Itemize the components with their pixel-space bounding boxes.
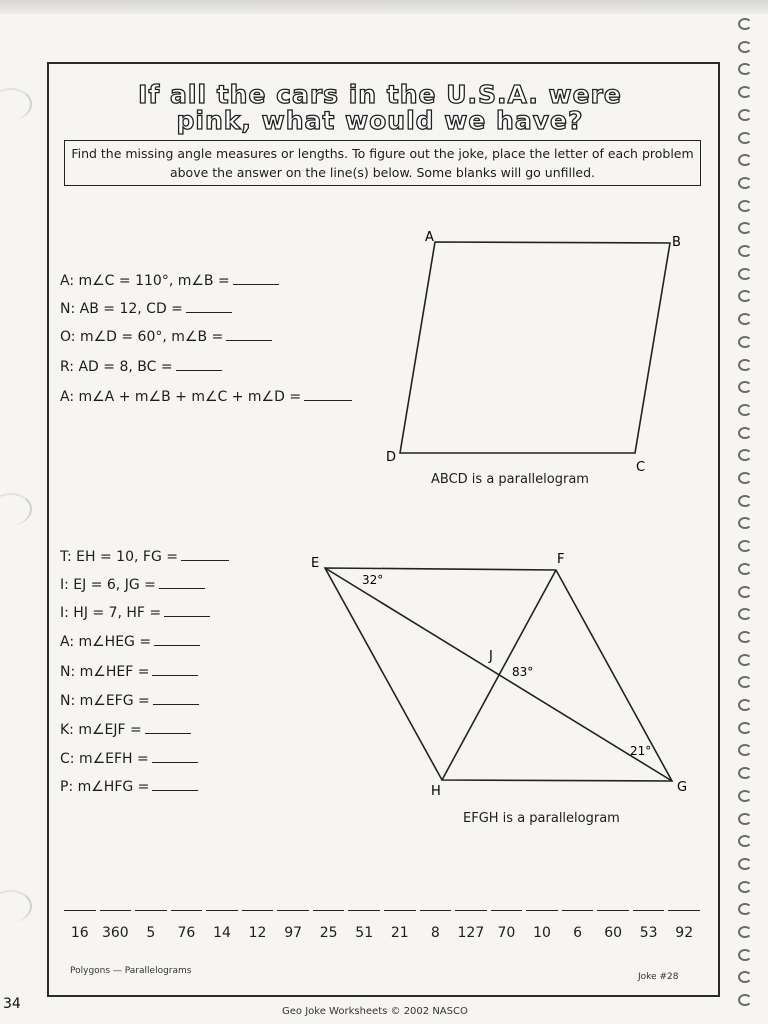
answer-blank[interactable] [226,326,272,341]
spiral-coil [738,813,752,825]
answer-number: 5 [146,925,156,941]
problem-text: A: m∠HEG = [60,634,152,650]
vertex-label-d: D [386,450,397,465]
problem-a1 [60,270,279,289]
answer-line[interactable] [633,910,665,925]
angle-label-j: 83° [512,665,534,679]
punch-hole [0,88,32,120]
spiral-coil [738,472,752,484]
answer-blank[interactable] [164,602,210,617]
spiral-coil [738,744,752,756]
problem-n1 [60,298,232,317]
spiral-coil [738,858,752,870]
answer-blank[interactable] [181,546,229,561]
spiral-coil [738,359,752,371]
spiral-coil [738,245,752,257]
problem-text: C: m∠EFH = [60,751,149,767]
footer-topic: Polygons — Parallelograms [70,966,192,976]
spiral-coil [738,200,752,212]
answer-number: 127 [457,925,485,941]
problem-text: O: m∠D = 60°, m∠B = [60,329,224,345]
answer-slot[interactable] [597,910,629,941]
answer-number: 25 [319,925,338,941]
answer-number: 6 [573,925,582,941]
answer-blank[interactable] [159,574,205,589]
spiral-coil [738,177,752,189]
problem-text: N: m∠EFG = [60,693,150,709]
answer-blank[interactable] [152,776,198,791]
answer-line[interactable] [455,910,487,925]
diagonal-fh [442,570,556,780]
answer-line[interactable] [668,910,700,925]
answer-slot[interactable] [668,910,700,941]
vertex-label-h: H [431,784,441,799]
spiral-coil [738,722,752,734]
joke-title-line-1: If all the cars in the U.S.A. were [138,80,622,109]
answer-line[interactable] [420,910,452,925]
problem-text: A: m∠C = 110°, m∠B = [60,273,230,289]
spiral-coil [738,63,752,75]
parallelogram-efgh-figure [300,545,700,805]
answer-number: 60 [604,925,623,941]
angle-label-e: 32° [362,573,384,587]
problem-text: A: m∠A + m∠B + m∠C + m∠D = [60,389,302,405]
spiral-coil [738,835,752,847]
problem-i1 [60,574,205,593]
spiral-coil [738,540,752,552]
answer-slot[interactable] [491,910,523,941]
answer-row [62,910,702,950]
spiral-coil [738,41,752,53]
problem-text: K: m∠EJF = [60,722,142,738]
answer-line[interactable] [348,910,380,925]
spiral-coil [738,994,752,1006]
answer-line[interactable] [562,910,594,925]
spiral-coil [738,404,752,416]
caption-efgh: EFGH is a parallelogram [463,811,620,826]
spiral-coil [738,268,752,280]
answer-number: 16 [70,925,89,941]
spiral-coil [738,881,752,893]
answer-blank[interactable] [304,386,352,401]
answer-line[interactable] [135,910,167,925]
answer-number: 97 [284,925,303,941]
answer-number: 51 [355,925,374,941]
answer-slot[interactable] [526,910,558,941]
problem-a3 [60,631,200,650]
answer-number: 53 [639,925,658,941]
answer-slot[interactable] [455,910,487,941]
caption-abcd: ABCD is a parallelogram [431,472,589,487]
instructions-text: Find the missing angle measures or lengths. To figure out the joke, place the letter of each problem above the answer on the line(s) below. Some blanks will go unfilled. [71,146,694,180]
problem-text: I: EJ = 6, JG = [60,577,156,593]
spiral-coil [738,86,752,98]
answer-slot[interactable] [242,910,274,941]
answer-number: 76 [177,925,196,941]
answer-slot[interactable] [135,910,167,941]
spiral-coil [738,132,752,144]
joke-title-line-2: pink, what would we have? [176,106,584,135]
answer-slot[interactable] [64,910,96,941]
problem-k [60,719,191,738]
problem-text: I: HJ = 7, HF = [60,605,162,621]
answer-slot[interactable] [348,910,380,941]
spiral-coil [738,313,752,325]
spiral-coil [738,222,752,234]
answer-number: 14 [213,925,231,941]
spiral-coil [738,767,752,779]
vertex-label-a: A [425,230,434,245]
problem-text: R: AD = 8, BC = [60,359,173,375]
answer-blank[interactable] [152,748,198,763]
problem-p [60,776,198,795]
answer-line[interactable] [206,910,238,925]
answer-number: 70 [497,925,516,941]
spiral-coil [738,449,752,461]
spiral-coil [738,290,752,302]
spiral-coil [738,926,752,938]
problem-text: N: m∠HEF = [60,664,150,680]
answer-slot[interactable] [206,910,238,941]
problem-n3 [60,690,199,709]
spiral-coil [738,336,752,348]
answer-line[interactable] [64,910,96,925]
problem-text: N: AB = 12, CD = [60,301,183,317]
spiral-coil [738,903,752,915]
spiral-coil [738,381,752,393]
answer-blank[interactable] [152,661,198,676]
worksheet-frame [47,62,720,997]
problem-t [60,546,229,565]
problem-a2 [60,386,352,405]
answer-blank[interactable] [145,719,191,734]
answer-slot[interactable] [384,910,416,941]
angle-label-g: 21° [630,744,652,758]
answer-line[interactable] [277,910,309,925]
spiral-coil [738,154,752,166]
answer-line[interactable] [313,910,345,925]
spiral-coil [738,699,752,711]
problem-text: P: m∠HFG = [60,779,150,795]
parallelogram-abcd [400,242,670,453]
problem-n2 [60,661,198,680]
answer-line[interactable] [100,910,132,925]
spiral-coil [738,495,752,507]
answer-slot[interactable] [313,910,345,941]
answer-slot[interactable] [420,910,452,941]
problem-o1 [60,326,272,345]
page-top-edge [0,0,768,14]
vertex-label-g: G [677,780,688,795]
answer-slot[interactable] [100,910,132,941]
answer-blank[interactable] [233,270,279,285]
answer-blank[interactable] [186,298,232,313]
answer-slot[interactable] [633,910,665,941]
vertex-label-f: F [557,552,565,567]
spiral-coil [738,676,752,688]
answer-blank[interactable] [153,690,199,705]
vertex-label-c: C [636,460,646,475]
spiral-coil [738,949,752,961]
vertex-label-e: E [311,556,320,571]
spiral-coil [738,971,752,983]
answer-line[interactable] [526,910,558,925]
answer-line[interactable] [384,910,416,925]
spiral-coil [738,654,752,666]
page-number: 34 [3,996,21,1012]
spiral-coil [738,631,752,643]
answer-number: 8 [430,925,440,941]
punch-hole [0,890,32,922]
answer-slot[interactable] [562,910,594,941]
answer-slot[interactable] [277,910,309,941]
answer-number: 21 [390,925,409,941]
footer-copyright: Geo Joke Worksheets © 2002 NASCO [282,1006,468,1017]
answer-blank[interactable] [154,631,200,646]
answer-blank[interactable] [176,356,222,371]
parallelogram-abcd-figure [380,225,700,475]
answer-number: 360 [101,925,129,941]
problem-text: T: EH = 10, FG = [60,549,178,565]
spiral-coil [738,427,752,439]
footer-joke-number: Joke #28 [638,972,679,982]
problem-i2 [60,602,210,621]
spiral-coil [738,517,752,529]
point-label-j: J [489,649,493,664]
problem-c [60,748,198,767]
vertex-label-b: B [672,235,681,250]
answer-number: 92 [675,925,694,941]
punch-hole [0,493,32,525]
answer-line[interactable] [171,910,203,925]
spiral-coil [738,608,752,620]
spiral-coil [738,18,752,30]
answer-slot[interactable] [171,910,203,941]
instructions-box [64,140,701,186]
answer-line[interactable] [242,910,274,925]
spiral-coil [738,109,752,121]
answer-number: 12 [248,925,267,941]
answer-line[interactable] [597,910,629,925]
spiral-binding [732,18,764,1018]
answer-line[interactable] [491,910,523,925]
answer-number: 10 [533,925,551,941]
problem-r1 [60,356,222,375]
spiral-coil [738,790,752,802]
spiral-coil [738,586,752,598]
spiral-coil [738,563,752,575]
